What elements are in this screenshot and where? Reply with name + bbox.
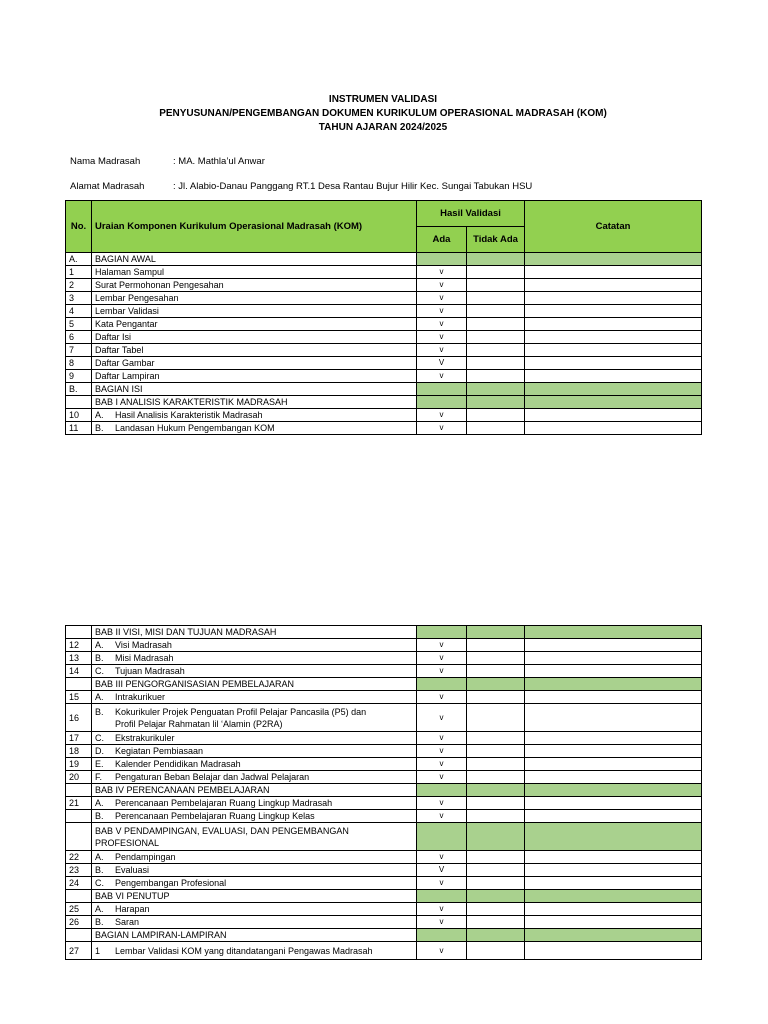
table-row bbox=[66, 810, 702, 823]
tidak-ada-cell bbox=[467, 864, 525, 877]
row-number: 8 bbox=[66, 357, 92, 370]
tidak-ada-cell bbox=[467, 678, 525, 691]
table-row bbox=[66, 745, 702, 758]
catatan-cell bbox=[525, 745, 702, 758]
item-letter: A. bbox=[95, 904, 104, 914]
ada-cell: V bbox=[417, 864, 467, 877]
catatan-cell bbox=[525, 704, 702, 732]
item-text: Pengaturan Beban Belajar dan Jadwal Pelajaran bbox=[115, 772, 310, 782]
catatan-cell bbox=[525, 903, 702, 916]
tidak-ada-cell bbox=[467, 370, 525, 383]
item-text: Daftar Isi bbox=[95, 332, 132, 342]
ada-cell bbox=[417, 253, 467, 266]
item-text-continued: PROFESIONAL bbox=[95, 837, 160, 848]
item-text: BAB II VISI, MISI DAN TUJUAN MADRASAH bbox=[95, 627, 277, 637]
section-row bbox=[66, 396, 702, 409]
tidak-ada-cell bbox=[467, 903, 525, 916]
row-description bbox=[92, 823, 417, 851]
row-description bbox=[92, 691, 417, 704]
section-row bbox=[66, 678, 702, 691]
item-text: Pengembangan Profesional bbox=[115, 878, 227, 888]
item-text: Lembar Validasi bbox=[95, 306, 159, 316]
ada-cell bbox=[417, 678, 467, 691]
row-description bbox=[92, 929, 417, 942]
row-number: 13 bbox=[66, 652, 92, 665]
school-name-row bbox=[70, 156, 265, 167]
ada-cell bbox=[417, 784, 467, 797]
item-text: Kalender Pendidikan Madrasah bbox=[115, 759, 241, 769]
table-row bbox=[66, 665, 702, 678]
row-number bbox=[66, 626, 92, 639]
item-text: BAGIAN ISI bbox=[95, 384, 143, 394]
row-description bbox=[92, 864, 417, 877]
item-text: Ekstrakurikuler bbox=[115, 733, 175, 743]
catatan-cell bbox=[525, 916, 702, 929]
section-row bbox=[66, 823, 702, 851]
tidak-ada-cell bbox=[467, 396, 525, 409]
catatan-cell bbox=[525, 357, 702, 370]
table-row bbox=[66, 292, 702, 305]
ada-cell: v bbox=[417, 422, 467, 435]
row-number: 14 bbox=[66, 665, 92, 678]
row-description bbox=[92, 305, 417, 318]
item-text: BAB I ANALISIS KARAKTERISTIK MADRASAH bbox=[95, 397, 288, 407]
item-text: Daftar Tabel bbox=[95, 345, 144, 355]
table-row bbox=[66, 639, 702, 652]
item-text: BAB III PENGORGANISASIAN PEMBELAJARAN bbox=[95, 679, 295, 689]
tidak-ada-cell bbox=[467, 422, 525, 435]
table-row bbox=[66, 771, 702, 784]
row-description bbox=[92, 797, 417, 810]
ada-cell bbox=[417, 396, 467, 409]
table-row bbox=[66, 422, 702, 435]
item-text: Pendampingan bbox=[115, 852, 176, 862]
ada-cell: V bbox=[417, 357, 467, 370]
item-text: BAB V PENDAMPINGAN, EVALUASI, DAN PENGEMBANGAN bbox=[95, 825, 349, 836]
table-row bbox=[66, 691, 702, 704]
row-number bbox=[66, 784, 92, 797]
row-number: 1 bbox=[66, 266, 92, 279]
ada-cell: v bbox=[417, 942, 467, 960]
tidak-ada-cell bbox=[467, 344, 525, 357]
row-number: 10 bbox=[66, 409, 92, 422]
table-row bbox=[66, 758, 702, 771]
row-number bbox=[66, 929, 92, 942]
ada-cell: v bbox=[417, 877, 467, 890]
tidak-ada-cell bbox=[467, 383, 525, 396]
catatan-cell bbox=[525, 691, 702, 704]
table-row bbox=[66, 864, 702, 877]
row-number: 25 bbox=[66, 903, 92, 916]
item-letter: C. bbox=[95, 733, 104, 743]
catatan-cell bbox=[525, 279, 702, 292]
row-description bbox=[92, 292, 417, 305]
row-description bbox=[92, 370, 417, 383]
item-letter: E. bbox=[95, 759, 104, 769]
tidak-ada-cell bbox=[467, 279, 525, 292]
row-description bbox=[92, 903, 417, 916]
row-number: 17 bbox=[66, 732, 92, 745]
row-description bbox=[92, 422, 417, 435]
header-catatan: Catatan bbox=[525, 201, 702, 253]
row-description bbox=[92, 279, 417, 292]
table-row bbox=[66, 916, 702, 929]
tidak-ada-cell bbox=[467, 305, 525, 318]
row-number: 11 bbox=[66, 422, 92, 435]
catatan-cell bbox=[525, 890, 702, 903]
item-text: Kegiatan Pembiasaan bbox=[115, 746, 204, 756]
table-row bbox=[66, 877, 702, 890]
catatan-cell bbox=[525, 318, 702, 331]
tidak-ada-cell bbox=[467, 292, 525, 305]
catatan-cell bbox=[525, 396, 702, 409]
item-letter: B. bbox=[95, 917, 104, 927]
row-description bbox=[92, 626, 417, 639]
school-name-label: Nama Madrasah bbox=[70, 156, 141, 167]
item-text: Hasil Analisis Karakteristik Madrasah bbox=[115, 410, 263, 420]
ada-cell: v bbox=[417, 851, 467, 864]
row-number: 16 bbox=[66, 704, 92, 732]
item-letter: B. bbox=[95, 706, 104, 717]
catatan-cell bbox=[525, 823, 702, 851]
item-letter: B. bbox=[95, 423, 104, 433]
row-description bbox=[92, 253, 417, 266]
catatan-cell bbox=[525, 758, 702, 771]
table-row bbox=[66, 409, 702, 422]
catatan-cell bbox=[525, 797, 702, 810]
row-number: 26 bbox=[66, 916, 92, 929]
ada-cell: v bbox=[417, 691, 467, 704]
table-row bbox=[66, 357, 702, 370]
row-number: 19 bbox=[66, 758, 92, 771]
tidak-ada-cell bbox=[467, 626, 525, 639]
item-letter: 1 bbox=[95, 945, 101, 956]
catatan-cell bbox=[525, 810, 702, 823]
ada-cell: v bbox=[417, 797, 467, 810]
tidak-ada-cell bbox=[467, 890, 525, 903]
row-number: 2 bbox=[66, 279, 92, 292]
tidak-ada-cell bbox=[467, 823, 525, 851]
item-text: Halaman Sampul bbox=[95, 267, 165, 277]
table-row bbox=[66, 266, 702, 279]
row-description bbox=[92, 810, 417, 823]
row-number: 21 bbox=[66, 797, 92, 810]
catatan-cell bbox=[525, 383, 702, 396]
table-row bbox=[66, 279, 702, 292]
item-text: Landasan Hukum Pengembangan KOM bbox=[115, 423, 275, 433]
section-row bbox=[66, 890, 702, 903]
item-letter: D. bbox=[95, 746, 104, 756]
table-row bbox=[66, 704, 702, 732]
item-text: Evaluasi bbox=[115, 865, 150, 875]
catatan-cell bbox=[525, 370, 702, 383]
tidak-ada-cell bbox=[467, 318, 525, 331]
item-letter: B. bbox=[95, 865, 104, 875]
row-description bbox=[92, 890, 417, 903]
catatan-cell bbox=[525, 652, 702, 665]
ada-cell bbox=[417, 823, 467, 851]
row-description bbox=[92, 758, 417, 771]
ada-cell: v bbox=[417, 704, 467, 732]
title-line-1: INSTRUMEN VALIDASI bbox=[328, 94, 438, 105]
table-row bbox=[66, 797, 702, 810]
item-text: BAGIAN AWAL bbox=[95, 254, 156, 264]
table-row bbox=[66, 851, 702, 864]
tidak-ada-cell bbox=[467, 942, 525, 960]
item-text: Misi Madrasah bbox=[115, 653, 174, 663]
catatan-cell bbox=[525, 331, 702, 344]
row-number: 3 bbox=[66, 292, 92, 305]
header-ada: Ada bbox=[417, 227, 467, 253]
row-number bbox=[66, 810, 92, 823]
row-number: B. bbox=[66, 383, 92, 396]
row-description bbox=[92, 745, 417, 758]
header-tidak-ada: Tidak Ada bbox=[467, 227, 525, 253]
item-letter: A. bbox=[95, 852, 104, 862]
item-letter: A. bbox=[95, 640, 104, 650]
row-number: 23 bbox=[66, 864, 92, 877]
row-number: 15 bbox=[66, 691, 92, 704]
ada-cell: v bbox=[417, 305, 467, 318]
catatan-cell bbox=[525, 253, 702, 266]
tidak-ada-cell bbox=[467, 851, 525, 864]
row-description bbox=[92, 771, 417, 784]
ada-cell: v bbox=[417, 639, 467, 652]
row-number: 22 bbox=[66, 851, 92, 864]
tidak-ada-cell bbox=[467, 929, 525, 942]
table-row bbox=[66, 331, 702, 344]
row-description bbox=[92, 331, 417, 344]
item-letter: A. bbox=[95, 692, 104, 702]
row-number: 24 bbox=[66, 877, 92, 890]
tidak-ada-cell bbox=[467, 771, 525, 784]
section-row bbox=[66, 929, 702, 942]
catatan-cell bbox=[525, 851, 702, 864]
item-text: Surat Permohonan Pengesahan bbox=[95, 280, 224, 290]
tidak-ada-cell bbox=[467, 357, 525, 370]
title-line-3: TAHUN AJARAN 2024/2025 bbox=[318, 122, 448, 133]
tidak-ada-cell bbox=[467, 758, 525, 771]
school-address-value: : Jl. Alabio-Danau Panggang RT.1 Desa Rantau Bujur Hilir Kec. Sungai Tabukan HSU bbox=[173, 181, 533, 192]
tidak-ada-cell bbox=[467, 409, 525, 422]
row-description bbox=[92, 784, 417, 797]
catatan-cell bbox=[525, 942, 702, 960]
item-text: Daftar Gambar bbox=[95, 358, 155, 368]
tidak-ada-cell bbox=[467, 691, 525, 704]
item-text: Tujuan Madrasah bbox=[115, 666, 185, 676]
row-number: 5 bbox=[66, 318, 92, 331]
item-text: Daftar Lampiran bbox=[95, 371, 160, 381]
tidak-ada-cell bbox=[467, 877, 525, 890]
row-description bbox=[92, 678, 417, 691]
row-description bbox=[92, 704, 417, 732]
school-address-label: Alamat Madrasah bbox=[70, 181, 145, 192]
tidak-ada-cell bbox=[467, 652, 525, 665]
item-text: Kokurikuler Projek Penguatan Profil Pelajar Pancasila (P5) dan bbox=[115, 706, 367, 717]
ada-cell: v bbox=[417, 266, 467, 279]
row-description bbox=[92, 851, 417, 864]
tidak-ada-cell bbox=[467, 639, 525, 652]
ada-cell: v bbox=[417, 916, 467, 929]
ada-cell: v bbox=[417, 344, 467, 357]
ada-cell bbox=[417, 890, 467, 903]
row-number: 4 bbox=[66, 305, 92, 318]
table-row bbox=[66, 370, 702, 383]
row-description bbox=[92, 318, 417, 331]
row-description bbox=[92, 916, 417, 929]
catatan-cell bbox=[525, 665, 702, 678]
tidak-ada-cell bbox=[467, 810, 525, 823]
catatan-cell bbox=[525, 305, 702, 318]
row-number bbox=[66, 678, 92, 691]
ada-cell bbox=[417, 626, 467, 639]
table-row bbox=[66, 942, 702, 960]
table-row bbox=[66, 344, 702, 357]
row-description bbox=[92, 396, 417, 409]
tidak-ada-cell bbox=[467, 704, 525, 732]
header-hasil-validasi: Hasil Validasi bbox=[417, 201, 525, 227]
row-number: 18 bbox=[66, 745, 92, 758]
item-text: Kata Pengantar bbox=[95, 319, 158, 329]
tidak-ada-cell bbox=[467, 732, 525, 745]
table-row bbox=[66, 903, 702, 916]
item-text: BAB IV PERENCANAAN PEMBELAJARAN bbox=[95, 785, 270, 795]
validation-table-part-1 bbox=[65, 200, 702, 435]
catatan-cell bbox=[525, 266, 702, 279]
validation-table-part-2 bbox=[65, 625, 702, 960]
catatan-cell bbox=[525, 422, 702, 435]
row-description bbox=[92, 652, 417, 665]
row-description bbox=[92, 942, 417, 960]
tidak-ada-cell bbox=[467, 745, 525, 758]
ada-cell: v bbox=[417, 370, 467, 383]
title-line-2: PENYUSUNAN/PENGEMBANGAN DOKUMEN KURIKULUM OPERASIONAL MADRASAH (KOM) bbox=[159, 108, 607, 119]
item-text-continued: Profil Pelajar Rahmatan lil ‘Alamin (P2RA) bbox=[115, 718, 283, 729]
item-text: Harapan bbox=[115, 904, 150, 914]
table-row bbox=[66, 652, 702, 665]
header-no: No. bbox=[66, 201, 92, 253]
ada-cell bbox=[417, 383, 467, 396]
item-text: BAGIAN LAMPIRAN-LAMPIRAN bbox=[95, 930, 227, 940]
row-description bbox=[92, 383, 417, 396]
catatan-cell bbox=[525, 771, 702, 784]
item-text: Visi Madrasah bbox=[115, 640, 172, 650]
row-number: 6 bbox=[66, 331, 92, 344]
row-number: 12 bbox=[66, 639, 92, 652]
catatan-cell bbox=[525, 292, 702, 305]
ada-cell: v bbox=[417, 732, 467, 745]
item-text: Perencanaan Pembelajaran Ruang Lingkup Kelas bbox=[115, 811, 315, 821]
catatan-cell bbox=[525, 864, 702, 877]
catatan-cell bbox=[525, 929, 702, 942]
section-row bbox=[66, 626, 702, 639]
item-letter: F. bbox=[95, 772, 103, 782]
ada-cell: v bbox=[417, 292, 467, 305]
tidak-ada-cell bbox=[467, 797, 525, 810]
section-row bbox=[66, 253, 702, 266]
ada-cell bbox=[417, 929, 467, 942]
item-letter: A. bbox=[95, 798, 104, 808]
tidak-ada-cell bbox=[467, 665, 525, 678]
ada-cell: v bbox=[417, 903, 467, 916]
table-row bbox=[66, 732, 702, 745]
catatan-cell bbox=[525, 732, 702, 745]
row-number bbox=[66, 823, 92, 851]
ada-cell: v bbox=[417, 665, 467, 678]
document-title bbox=[60, 93, 706, 135]
item-text: Lembar Pengesahan bbox=[95, 293, 179, 303]
ada-cell: v bbox=[417, 652, 467, 665]
school-name-value: : MA. Mathla’ul Anwar bbox=[173, 156, 265, 167]
row-description bbox=[92, 266, 417, 279]
row-number: 20 bbox=[66, 771, 92, 784]
item-text: Intrakurikuer bbox=[115, 692, 166, 702]
item-letter: B. bbox=[95, 811, 104, 821]
row-description bbox=[92, 639, 417, 652]
row-description bbox=[92, 409, 417, 422]
tidak-ada-cell bbox=[467, 784, 525, 797]
item-text: BAB VI PENUTUP bbox=[95, 891, 170, 901]
ada-cell: v bbox=[417, 745, 467, 758]
item-letter: A. bbox=[95, 410, 104, 420]
item-letter: C. bbox=[95, 666, 104, 676]
header-uraian: Uraian Komponen Kurikulum Operasional Madrasah (KOM) bbox=[92, 201, 417, 253]
catatan-cell bbox=[525, 344, 702, 357]
tidak-ada-cell bbox=[467, 916, 525, 929]
tidak-ada-cell bbox=[467, 266, 525, 279]
catatan-cell bbox=[525, 626, 702, 639]
ada-cell: v bbox=[417, 758, 467, 771]
row-description bbox=[92, 344, 417, 357]
row-description bbox=[92, 877, 417, 890]
tidak-ada-cell bbox=[467, 331, 525, 344]
school-address-row bbox=[70, 181, 532, 192]
catatan-cell bbox=[525, 784, 702, 797]
catatan-cell bbox=[525, 639, 702, 652]
catatan-cell bbox=[525, 877, 702, 890]
table-row bbox=[66, 318, 702, 331]
catatan-cell bbox=[525, 678, 702, 691]
ada-cell: v bbox=[417, 318, 467, 331]
row-number: A. bbox=[66, 253, 92, 266]
ada-cell: v bbox=[417, 771, 467, 784]
item-text: Lembar Validasi KOM yang ditandatangani Pengawas Madrasah bbox=[115, 945, 373, 956]
catatan-cell bbox=[525, 409, 702, 422]
ada-cell: v bbox=[417, 810, 467, 823]
row-number bbox=[66, 890, 92, 903]
ada-cell: v bbox=[417, 331, 467, 344]
ada-cell: v bbox=[417, 409, 467, 422]
row-number bbox=[66, 396, 92, 409]
row-number: 9 bbox=[66, 370, 92, 383]
item-text: Saran bbox=[115, 917, 140, 927]
item-letter: C. bbox=[95, 878, 104, 888]
tidak-ada-cell bbox=[467, 253, 525, 266]
row-number: 27 bbox=[66, 942, 92, 960]
row-number: 7 bbox=[66, 344, 92, 357]
row-description bbox=[92, 732, 417, 745]
row-description bbox=[92, 665, 417, 678]
section-row bbox=[66, 784, 702, 797]
table-row bbox=[66, 305, 702, 318]
row-description bbox=[92, 357, 417, 370]
item-letter: B. bbox=[95, 653, 104, 663]
ada-cell: v bbox=[417, 279, 467, 292]
item-text: Perencanaan Pembelajaran Ruang Lingkup Madrasah bbox=[115, 798, 333, 808]
section-row bbox=[66, 383, 702, 396]
